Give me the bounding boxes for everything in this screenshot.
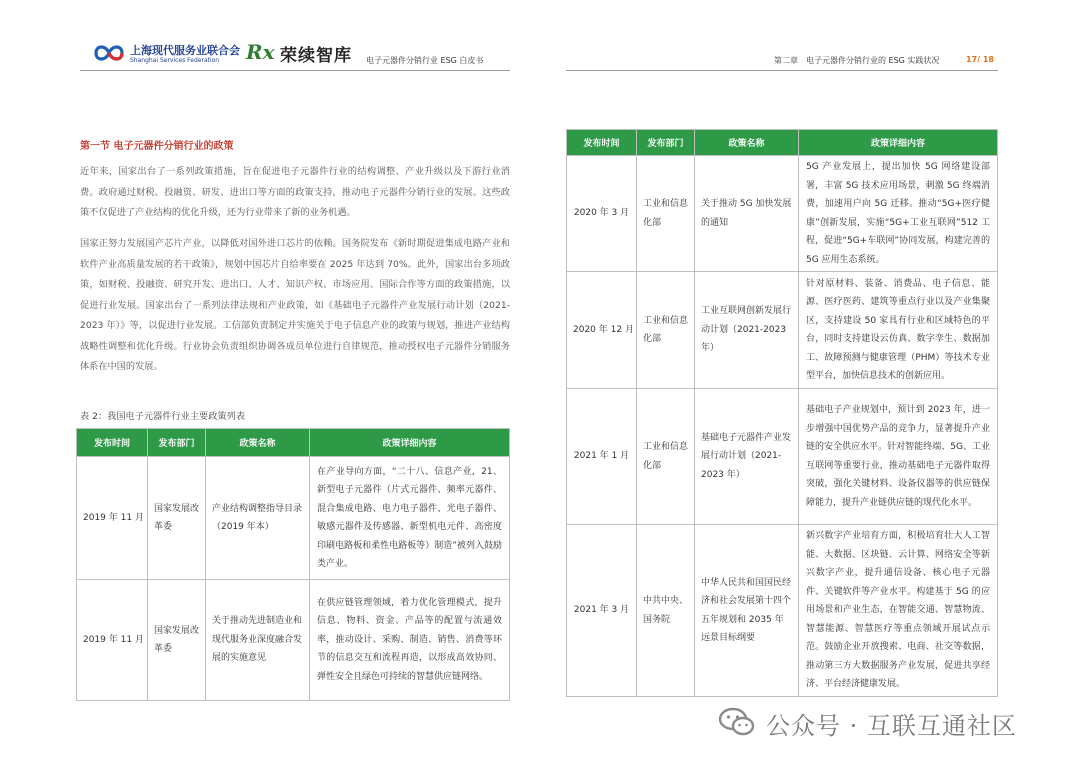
chapter-title: 第二章 电子元器件分销行业的 ESG 实践状况 (774, 56, 940, 65)
row-policy-name: 关于推动 5G 加快发展的通知 (695, 156, 799, 272)
row-policy-name: 工业互联网创新发展行动计划（2021-2023 年） (695, 272, 799, 389)
row-policy-detail: 5G 产业发展上，提出加快 5G 网络建设部署，丰富 5G 技术应用场景，刺激 5G 终端消费，加速用户向 5G 迁移。推动“5G+医疗健康”创新发展，实施“5G+工业互联网”512 工程，促进“5G+车联网”协同发展，构建完善的 5G 应用生态系统。 (799, 156, 998, 272)
page-number: 17/ 18 (966, 55, 994, 64)
watermark-text: 公众号 · 互联互通社区 (766, 712, 1017, 740)
rongxu-logo-mark: Rx (246, 40, 275, 64)
row-date: 2019 年 11 月 (77, 457, 148, 580)
chip-policy-paragraph: 国家正努力发展国产芯片产业，以降低对国外进口芯片的依赖。国务院发布《新时期促进集成电路产业和软件产业高质量发展的若干政策》，规划中国芯片自给率要在 2025 年达到 70%。此外，国家出台多项政策，如财税、投融资、研究开发、进出口、人才、知识产权、市场应用、国际合作等方面的政策措施，以促进行业发展。国家出台了一系列法律法规和产业政策，如《基础电子元器件产业发展行动计划（2021-2023 年）》等，以促进行业发展。工信部负责制定并实施关于电子信息产业的政策与规划，推进产业结构战略性调整和优化升级。行业协会负责组织协调各成员单位进行自律规范，推动授权电子元器件分销服务体系在中国的发展。 (80, 238, 510, 372)
intro-paragraph: 近年来，国家出台了一系列政策措施，旨在促进电子元器件行业的结构调整、产业升级以及下游行业消费。政府通过财税、投融资、研发、进出口等方面的政策支持，推动电子元器件分销行业的发展。这些政策不仅促进了产业结构的优化升级，还为行业带来了新的业务机遇。 (80, 166, 510, 218)
row-dept: 国家发展改革委 (148, 580, 206, 701)
ssf-logo-icon (92, 40, 126, 66)
table-header-row (567, 130, 998, 156)
row-policy-detail: 新兴数字产业培育方面，积极培育壮大人工智能、大数据、区块链、云计算、网络安全等新兴数字产业，提升通信设备、核心电子元器件、关键软件等产业水平。构建基于 5G 的应用场景和产业生态，在智能交通、智慧物流、智慧能源、智慧医疗等重点领域开展试点示范。鼓励企业开放搜索、电商、社交等数据，推动第三方大数据服务产业发展，促进共享经济、平台经济健康发展。 (799, 525, 998, 697)
row-dept: 国家发展改革委 (148, 457, 206, 580)
table-row (567, 389, 998, 525)
row-dept: 工业和信息化部 (637, 272, 695, 389)
rongxu-logo (246, 38, 358, 68)
header-dept: 发布部门 (148, 429, 206, 457)
row-policy-detail: 在产业导向方面，“二十八、信息产业，21、新型电子元器件（片式元器件、频率元器件、混合集成电路、电力电子器件、光电子器件、敏感元器件及传感器、新型机电元件、高密度印刷电路板和柔性电路板等）制造”被列入鼓励类产业。 (310, 457, 510, 580)
row-date: 2021 年 1 月 (567, 389, 637, 525)
doc-title: 电子元器件分销行业 ESG 白皮书 (366, 56, 484, 65)
row-date: 2020 年 3 月 (567, 156, 637, 272)
table-row (567, 156, 998, 272)
table-header-row (77, 429, 510, 457)
table-row (77, 457, 510, 580)
header-divider-right (566, 70, 998, 71)
row-policy-name: 中华人民共和国国民经济和社会发展第十四个五年规划和 2035 年远景目标纲要 (695, 525, 799, 697)
row-policy-detail: 针对原材料、装备、消费品、电子信息、能源、医疗医药、建筑等重点行业以及产业集聚区，支持建设 50 家具有行业和区域特色的平台，同时支持建设云仿真、数字孪生、数据加工、故障预测与健康管理（PHM）等技术专业型平台，加快信息技术的创新应用。 (799, 272, 998, 389)
row-date: 2020 年 12 月 (567, 272, 637, 389)
header-divider-left (80, 70, 510, 71)
ssf-logo (92, 40, 240, 68)
header-policy-detail: 政策详细内容 (310, 429, 510, 457)
rongxu-logo-name: 荣续智库 (280, 46, 352, 66)
header-dept: 发布部门 (637, 130, 695, 156)
policy-table-right (566, 129, 998, 697)
policy-table-left (76, 428, 510, 701)
header-policy-name: 政策名称 (206, 429, 310, 457)
header-date: 发布时间 (567, 130, 637, 156)
row-dept: 工业和信息化部 (637, 389, 695, 525)
header-policy-name: 政策名称 (695, 130, 799, 156)
wechat-watermark (718, 702, 1053, 742)
row-policy-name: 基础电子元器件产业发展行动计划（2021-2023 年） (695, 389, 799, 525)
table-row (77, 580, 510, 701)
row-policy-name: 关于推动先进制造业和现代服务业深度融合发展的实施意见 (206, 580, 310, 701)
row-dept: 工业和信息化部 (637, 156, 695, 272)
table-caption: 表 2：我国电子元器件行业主要政策列表 (80, 411, 245, 422)
row-dept: 中共中央、国务院 (637, 525, 695, 697)
ssf-logo-name-en: Shanghai Services Federation (130, 57, 220, 64)
row-date: 2019 年 11 月 (77, 580, 148, 701)
table-row (567, 272, 998, 389)
row-policy-name: 产业结构调整指导目录（2019 年本） (206, 457, 310, 580)
header-policy-detail: 政策详细内容 (799, 130, 998, 156)
ssf-logo-name: 上海现代服务业联合会 (130, 44, 240, 57)
page-header (0, 0, 1080, 100)
row-policy-detail: 基础电子产业规划中，预计到 2023 年，进一步增强中国优势产品的竞争力，显著提升产业链的安全供应水平。针对智能终端、5G、工业互联网等重要行业，推动基础电子元器件取得突破，强化关键材料、设备仪器等的供应链保障能力，提升产业链供应链的现代化水平。 (799, 389, 998, 525)
wechat-icon (718, 706, 756, 738)
header-date: 发布时间 (77, 429, 148, 457)
section-title: 第一节 电子元器件分销行业的政策 (80, 141, 234, 152)
table-row (567, 525, 998, 697)
row-date: 2021 年 3 月 (567, 525, 637, 697)
row-policy-detail: 在供应链管理领域，着力优化管理模式，提升信息、物料、资金、产品等的配置与流通效率，推动设计、采购、制造、销售、消费等环节的信息交互和流程再造，以形成高效协同、弹性安全且绿色可持续的智慧供应链网络。 (310, 580, 510, 701)
